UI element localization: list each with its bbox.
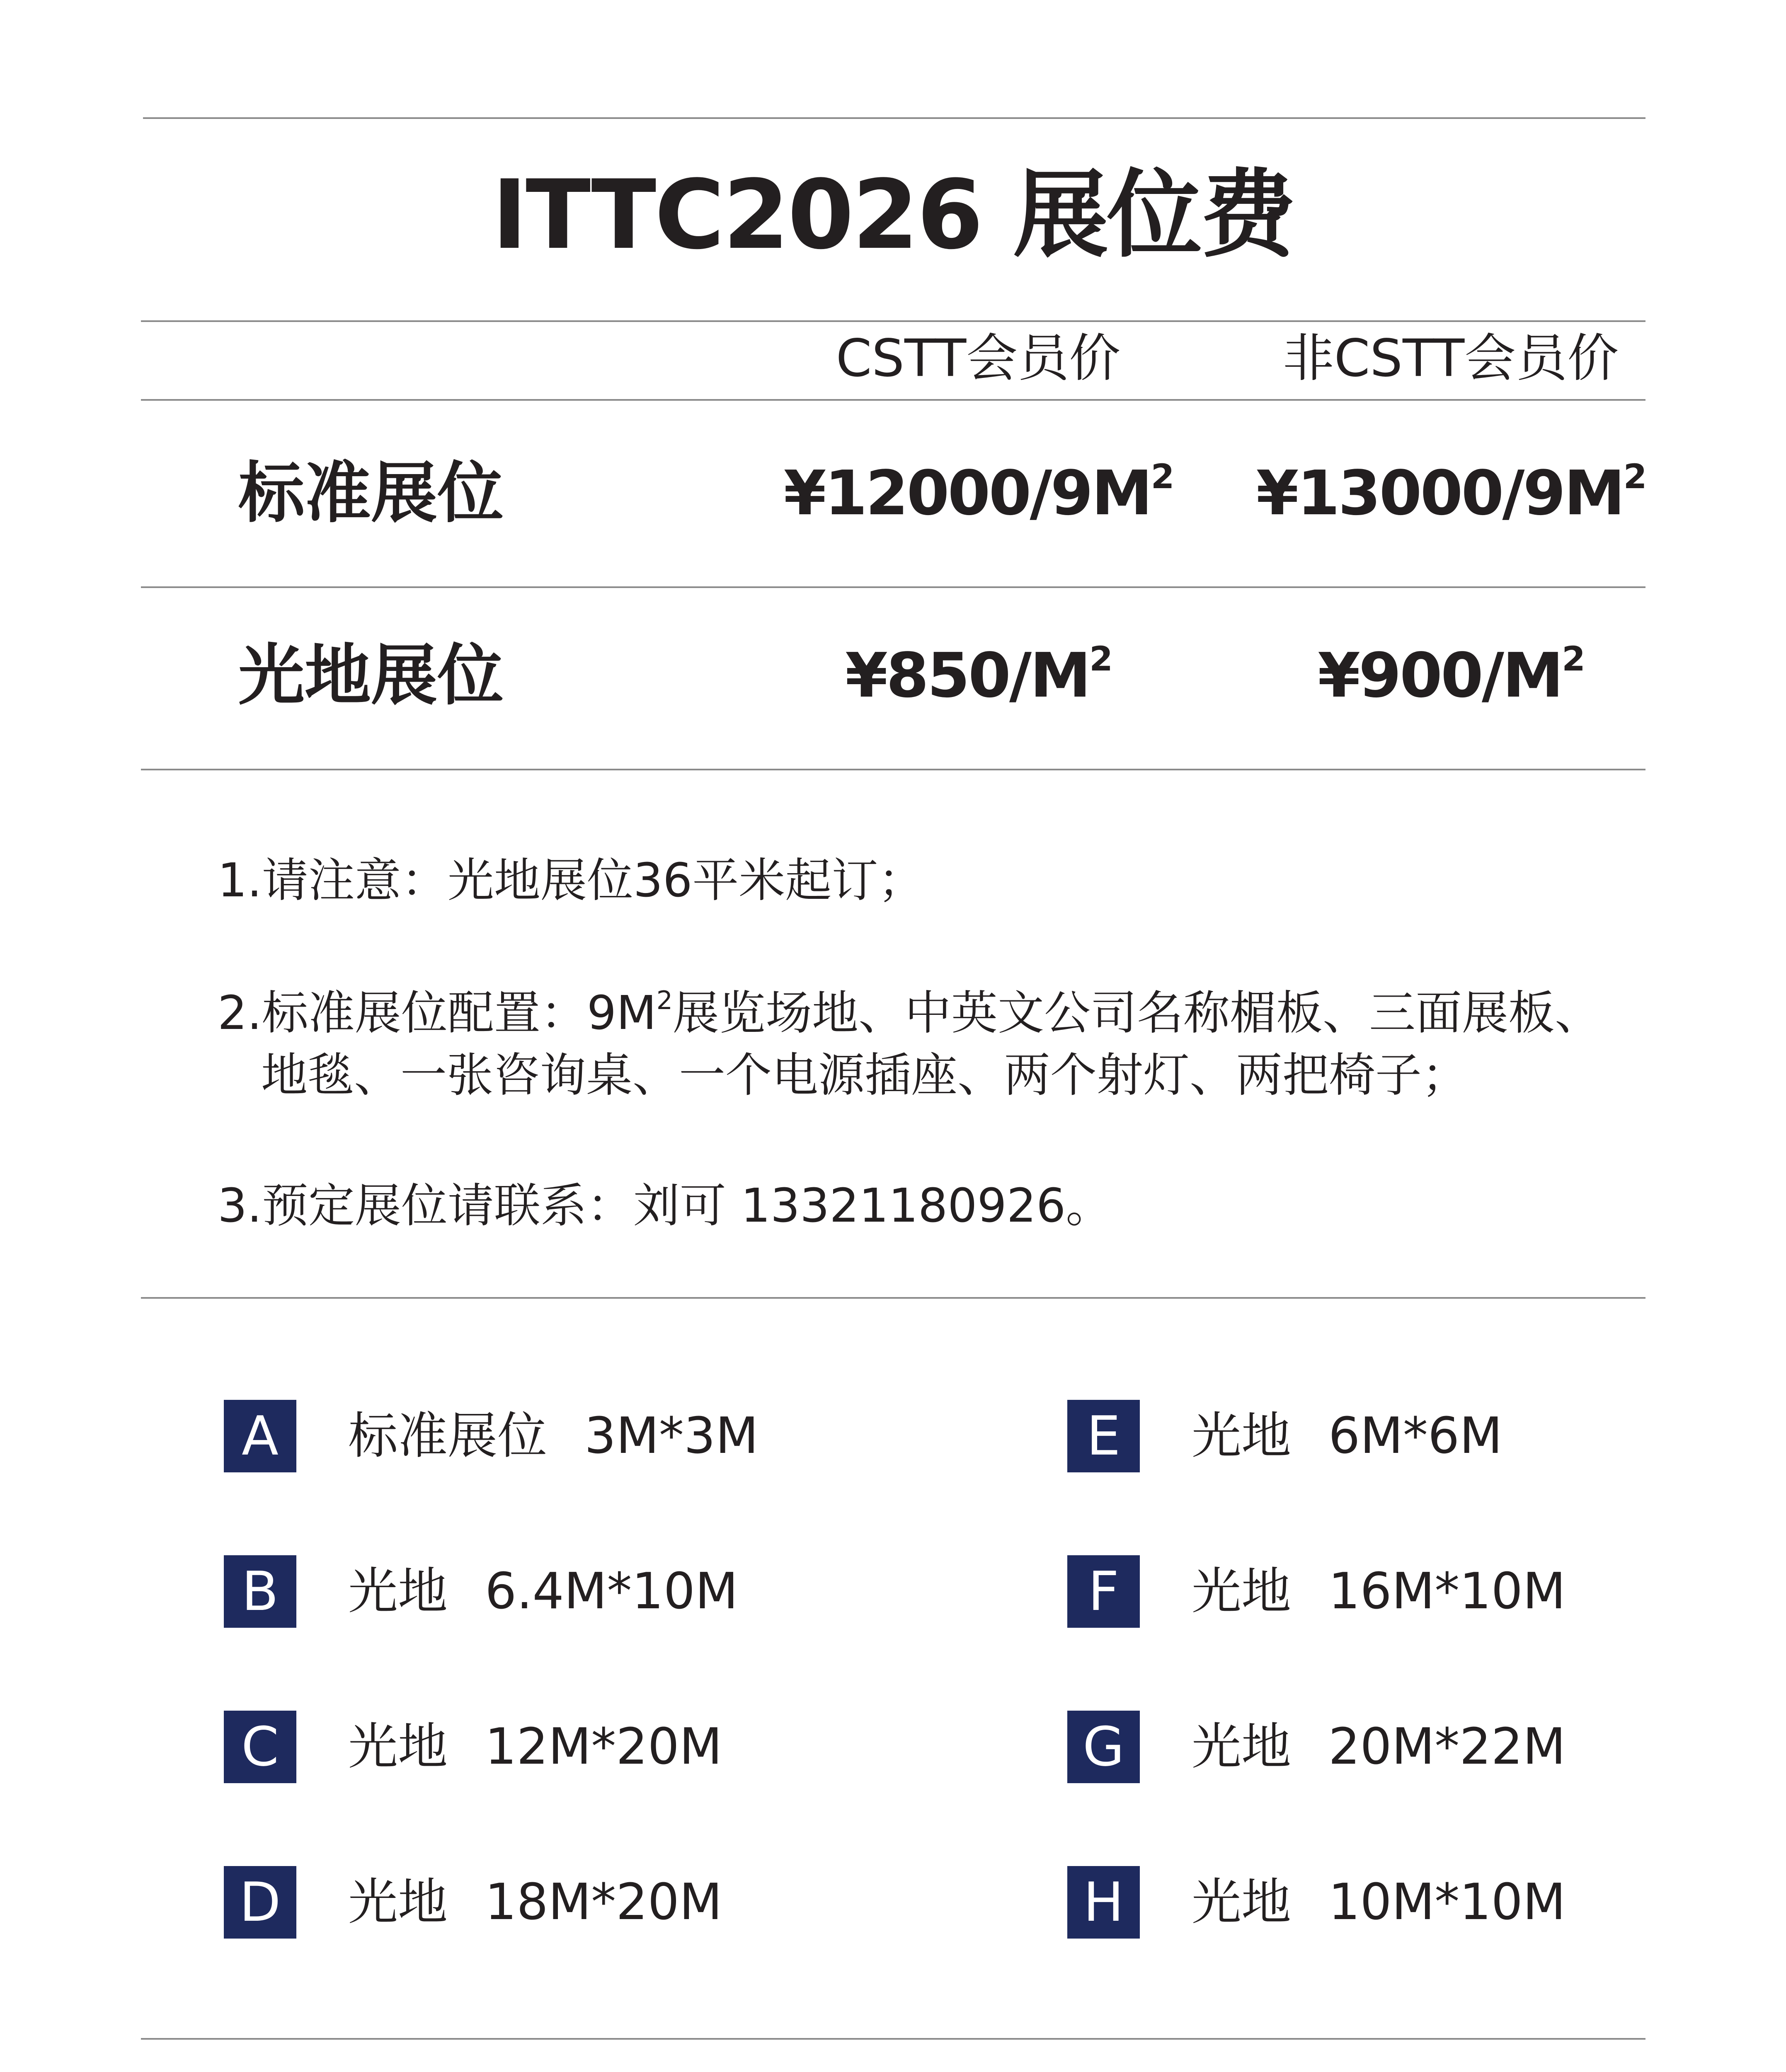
booth-letter-badge: A bbox=[224, 1400, 296, 1472]
booth-kind: 光地 bbox=[348, 1563, 448, 1620]
booth-kind: 光地 bbox=[1192, 1563, 1291, 1620]
column-header-member: CSTT会员价 bbox=[836, 329, 1121, 388]
price-standard-member bbox=[729, 452, 1227, 535]
booth-size: 6.4M*10M bbox=[485, 1563, 738, 1620]
booth-letter-badge: G bbox=[1067, 1711, 1140, 1783]
row-label-standard-booth: 标准展位 bbox=[238, 454, 504, 532]
row-label-raw-space: 光地展位 bbox=[238, 637, 504, 714]
booth-kind: 光地 bbox=[348, 1874, 448, 1931]
booth-kind: 标准展位 bbox=[348, 1407, 547, 1465]
table-top-divider bbox=[141, 320, 1645, 322]
price-raw-nonmember bbox=[1202, 634, 1699, 717]
booth-letter-badge: C bbox=[224, 1711, 296, 1783]
note-config-superscript: 2 bbox=[656, 985, 673, 1016]
page-title: ITTC2026 展位费 bbox=[492, 160, 1294, 271]
booth-legend-b bbox=[224, 1555, 738, 1628]
bottom-divider bbox=[141, 2038, 1645, 2040]
price-standard-nonmember bbox=[1202, 452, 1699, 535]
booth-size: 16M*10M bbox=[1328, 1563, 1566, 1620]
unit-superscript: 2 bbox=[1089, 639, 1111, 679]
note-standard-config bbox=[218, 982, 1627, 1106]
unit-superscript: 2 bbox=[1623, 457, 1645, 497]
price-value: ¥900/M bbox=[1318, 640, 1562, 711]
price-value: ¥850/M bbox=[845, 640, 1090, 711]
price-value: ¥13000/9M bbox=[1256, 457, 1624, 529]
note-contact: 3.预定展位请联系：刘可 13321180926。 bbox=[218, 1179, 1112, 1233]
booth-legend-e bbox=[1067, 1400, 1502, 1472]
booth-size: 20M*22M bbox=[1328, 1718, 1566, 1776]
booth-legend-a bbox=[224, 1400, 759, 1472]
column-header-nonmember: 非CSTT会员价 bbox=[1282, 329, 1619, 388]
note-config-prefix: 2.标准展位配置：9M bbox=[218, 986, 657, 1040]
booth-legend-f bbox=[1067, 1555, 1565, 1628]
booth-letter-badge: D bbox=[224, 1866, 296, 1939]
booth-legend-d bbox=[224, 1866, 722, 1939]
note-config-continuation: 地毯、一张咨询桌、一个电源插座、两个射灯、两把椅子； bbox=[261, 1048, 1468, 1102]
row2-divider bbox=[141, 769, 1645, 770]
booth-size: 6M*6M bbox=[1328, 1407, 1502, 1465]
top-divider bbox=[143, 117, 1645, 119]
booth-kind: 光地 bbox=[1192, 1718, 1291, 1776]
booth-size: 3M*3M bbox=[584, 1407, 759, 1465]
booth-letter-badge: B bbox=[224, 1555, 296, 1628]
unit-superscript: 2 bbox=[1151, 457, 1173, 497]
booth-size: 18M*20M bbox=[485, 1874, 722, 1931]
booth-legend-g bbox=[1067, 1711, 1565, 1783]
booth-size: 10M*10M bbox=[1328, 1874, 1566, 1931]
notes-divider bbox=[141, 1297, 1645, 1299]
unit-superscript: 2 bbox=[1562, 639, 1584, 679]
booth-kind: 光地 bbox=[1192, 1407, 1291, 1465]
note-config-items: 展览场地、中英文公司名称楣板、三面展板、 bbox=[672, 986, 1601, 1040]
booth-letter-badge: F bbox=[1067, 1555, 1140, 1628]
row1-divider bbox=[141, 586, 1645, 588]
note-minimum-area: 1.请注意：光地展位36平米起订； bbox=[218, 854, 925, 908]
booth-kind: 光地 bbox=[1192, 1874, 1291, 1931]
booth-legend-h bbox=[1067, 1866, 1565, 1939]
booth-letter-badge: H bbox=[1067, 1866, 1140, 1939]
header-divider bbox=[141, 399, 1645, 401]
booth-letter-badge: E bbox=[1067, 1400, 1140, 1472]
price-raw-member bbox=[729, 634, 1227, 717]
booth-legend-c bbox=[224, 1711, 722, 1783]
booth-kind: 光地 bbox=[348, 1718, 448, 1776]
booth-size: 12M*20M bbox=[485, 1718, 722, 1776]
price-value: ¥12000/9M bbox=[783, 457, 1151, 529]
